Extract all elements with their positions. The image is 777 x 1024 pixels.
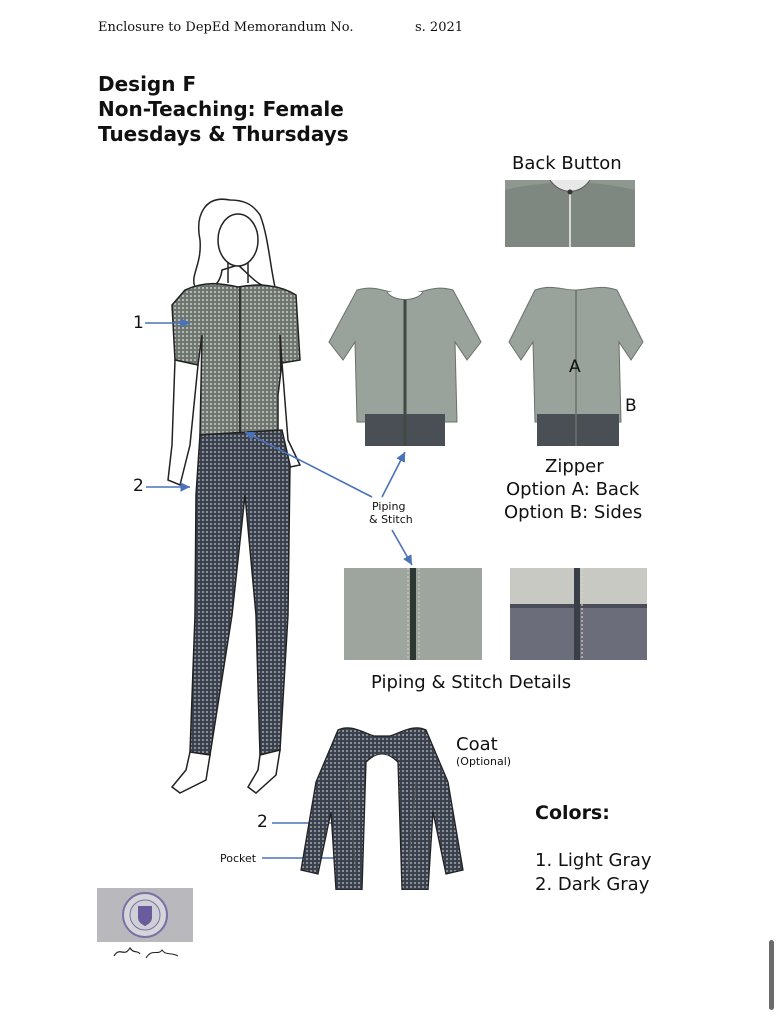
zipper-option-b: Option B: Sides — [504, 502, 643, 523]
piping-label-line2: & Stitch — [369, 513, 413, 526]
piping-label-line1: Piping — [372, 500, 406, 513]
pocket-label: Pocket — [220, 852, 257, 865]
seal-icon — [121, 891, 169, 939]
back-button-photo — [505, 180, 635, 247]
back-button-label: Back Button — [512, 153, 622, 174]
zipper-label: Zipper — [545, 456, 604, 477]
coat-sketch — [298, 722, 466, 890]
marker-a: A — [569, 357, 581, 377]
memo-year: s. 2021 — [415, 20, 464, 35]
design-days: Tuesdays & Thursdays — [98, 122, 349, 146]
design-category: Non-Teaching: Female — [98, 97, 344, 121]
memo-header: Enclosure to DepEd Memorandum No. — [98, 20, 354, 35]
piping-detail-photo-1 — [344, 568, 482, 660]
coat-marker-2: 2 — [257, 812, 268, 832]
deped-seal-logo — [97, 888, 193, 942]
color-item-1: 1. Light Gray — [535, 850, 652, 871]
colors-title: Colors: — [535, 802, 610, 824]
marker-b: B — [625, 396, 637, 416]
piping-detail-photo-2 — [510, 568, 647, 660]
signatures — [112, 942, 182, 962]
coat-label: Coat — [456, 734, 498, 755]
scrollbar-thumb[interactable] — [769, 940, 774, 1010]
design-name: Design F — [98, 72, 197, 96]
coat-optional-label: (Optional) — [456, 755, 512, 768]
blouse-front-photo — [327, 282, 484, 450]
marker-1: 1 — [133, 313, 144, 333]
marker-2: 2 — [133, 476, 144, 496]
zipper-option-a: Option A: Back — [506, 479, 640, 500]
color-item-2: 2. Dark Gray — [535, 874, 650, 895]
piping-details-label: Piping & Stitch Details — [371, 672, 572, 693]
